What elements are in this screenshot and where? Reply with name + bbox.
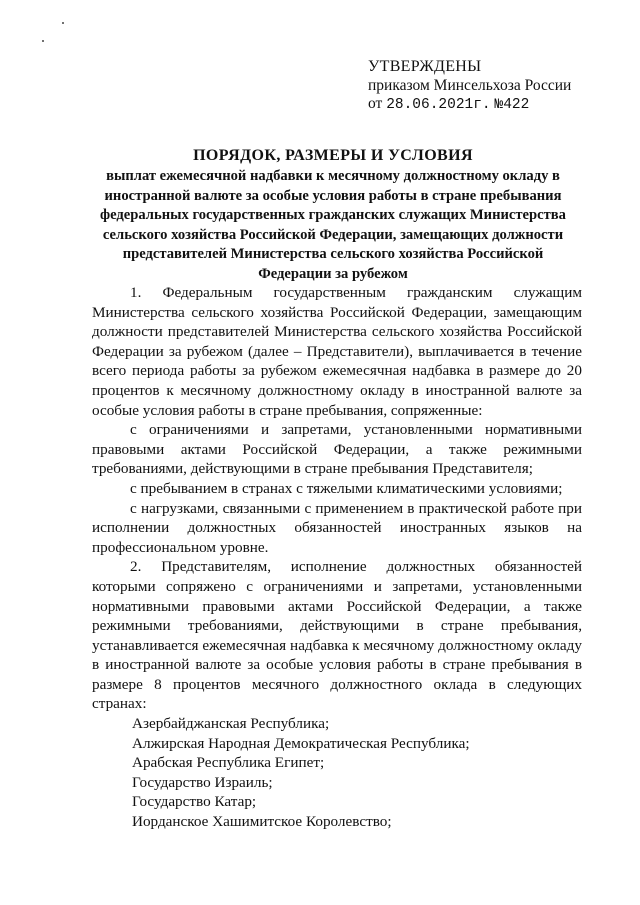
country-item: Алжирская Народная Демократическая Республика; [132,734,470,752]
order-issuer: приказом Минсельхоза России [368,76,572,94]
order-date: 28.06.2021г. [386,97,491,113]
paragraph-5: 2. Представителям, исполнение должностных обязанностей которыми сопряжено с ограничениями и запретами, установленными нормативными правовыми актами Российской Федерации, а также режимными требованиями, действующими в стране пребывания, устанавливается ежемесячная надбавка к месячному должностному окладу в иностранной валюте за особые условия работы в стране пребывания в размере 8 процентов месячного должностного оклада в следующих странах: [92,558,582,713]
country-item: Иорданское Хашимитское Королевство; [132,813,392,831]
country-item: Государство Катар; [132,793,257,811]
document-subtitle: выплат ежемесячной надбавки к месячному должностному окладу в иностранной валюте за особые условия работы в стране пребывания федеральных государственных гражданских служащих Министерства сельского хозяйства Российской Федерации, замещающих должности представителей Министерства сельского хозяйства Российской Федерации за рубежом [100,168,566,282]
country-item: Азербайджанская Республика; [132,715,330,733]
scan-speck [62,22,64,24]
country-item: Арабская Республика Египет; [132,754,325,772]
order-from-label: от [368,95,383,112]
order-date-line [368,95,608,115]
paragraph-1: 1. Федеральным государственным гражданским служащим Министерства сельского хозяйства Российской Федерации, замещающим должности представителей Министерства сельского хозяйства Российской Федерации за рубежом (далее – Представители), выплачивается в течение всего периода работы за рубежом ежемесячная надбавка в размере до 20 процентов к месячному должностному окладу в иностранной валюте за особые условия работы в стране пребывания, сопряженные: [92,284,582,419]
country-item: Государство Израиль; [132,773,273,791]
scan-speck [42,40,44,42]
approval-stamp [368,58,608,115]
approved-label: УТВЕРЖДЕНЫ [368,58,482,75]
document-title: ПОРЯДОК, РАЗМЕРЫ И УСЛОВИЯ [193,147,473,164]
document-body [92,283,582,832]
paragraph-4: с нагрузками, связанными с применением в практической работе при исполнении должностных обязанностей иностранных языков на профессиональном уровне. [92,499,582,556]
order-number: №422 [494,97,530,113]
paragraph-2: с ограничениями и запретами, установленными нормативными правовыми актами Российской Федерации, а также режимными требованиями, действующими в стране пребывания Представителя; [92,421,582,478]
paragraph-3: с пребыванием в странах с тяжелыми климатическими условиями; [130,479,563,497]
document-heading [92,146,574,285]
